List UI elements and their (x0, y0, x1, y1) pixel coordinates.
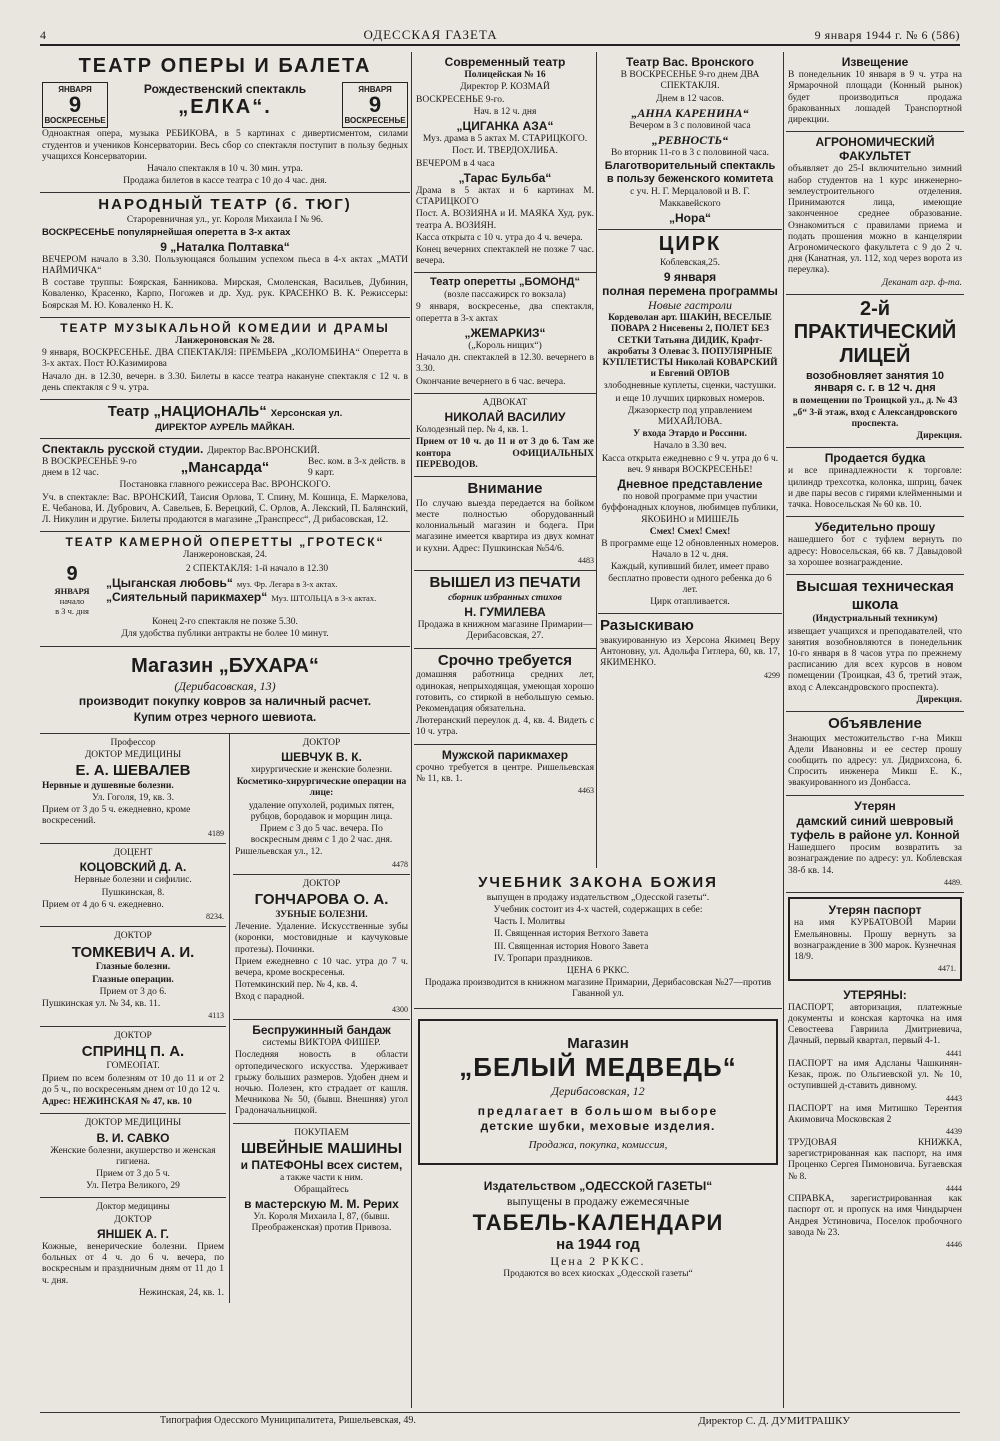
top-rule (40, 44, 960, 46)
lost-shoe-ad: Утерян дамский синий шевровый туфель в районе ул. Конной Нашедшего просим возвратить за вознаграждение по адресу: ул. Коблевская 38-б кв. 14. 4489. (786, 796, 964, 894)
opera-show-name: „ЕЛКА“. (178, 95, 272, 118)
doctor-goncharova: ДОКТОР ГОНЧАРОВА О. А. ЗУБНЫЕ БОЛЕЗНИ. Лечение. Удаление. Искусственные зубы (коронки, мостовидные и каучуковые протезы). Починки. Прием ежедневно с 10 час. утра до 7 ч. вечера, кроме воскресенья. Потемкинский пер. № 4, кв. 4. Вход с парадной. 4300 (233, 875, 410, 1020)
sewing-machines-ad: ПОКУПАЕМ ШВЕЙНЫЕ МАШИНЫ и ПАТЕФОНЫ всех систем, а также части к ним. Обращайтесь в мастерскую М. М. Рерих Ул. Короля Михаила I, 87, (бывш. Преображенская) против Привоза. (240, 1127, 403, 1234)
notice-ad: Извещение В понедельник 10 января в 9 ч. утра на Ярмарочной площади (Конный рынок) будет производиться продажа бракованных лошадей Транспортной дирекции. (786, 52, 964, 132)
page-number: 4 (40, 27, 47, 42)
calendar-ad: Издательством „ОДЕССКОЙ ГАЗЕТЫ“ выпущены в продажу ежемесячные ТАБЕЛЬ-КАЛЕНДАРИ на 1944 год Цена 2 РККС. Продаются во всех киосках „Одесской газеты“ (472, 1179, 724, 1280)
column-2 (414, 52, 596, 864)
column-divider (783, 52, 784, 1408)
modern-theatre-ad: Современный театр Полицейская № 16 Директор Р. КОЗМАЙ ВОСКРЕСЕНЬЕ 9-го. Нач. в 12 ч. дня „ЦИГАНКА АЗА“ Муз. драма в 5 актах М. СТАРИЦКОГО. Пост. И. ТВЕРДОХЛИБА. ВЕЧЕРОМ в 4 часа „Тарас Бульба“ Драма в 5 актах и 6 картинах М. СТАРИЦКОГО Пост. А. ВОЗИЯНА и И. МАЯКА Худ. рук. театра А. ВОЗИЯН. Касса открыта с 10 ч. утра до 4 ч. вечера. Конец вечерних спектаклей не позже 7 час. вечера. (414, 52, 596, 273)
national-theatre-ad: Театр „НАЦИОНАЛЬ“ Херсонская ул. ДИРЕКТОР АУРЕЛЬ МАЙКАН. (40, 400, 410, 439)
doctor-shevchuk: ДОКТОР ШЕВЧУК В. К. хирургические и женские болезни. Косметико-хирургические операции на лице: удаление опухолей, родимых пятен, рубцов, бородавок и морщин лица. Прием с 3 до 5 час. вечера. По воскресным дням с 1 до 2 час. дня. Ришельевская ул., 12. 4478 (233, 734, 410, 875)
column-1 (40, 52, 410, 1408)
lyceum-ad: 2-й ПРАКТИЧЕСКИЙ ЛИЦЕЙ возобновляет занятия 10 января с. г. в 12 ч. дня в помещении по Троицкой ул., д. № 43 „б“ 3-й этаж, вход с Александровского проспекта. Дирекция. (786, 295, 964, 449)
doctor-kotsovsky: ДОЦЕНТ КОЦОВСКИЙ Д. А. Нервные болезни и сифилис. Пушкинская, 8. Прием от 4 до 6 ч. ежедневно. 8234. (40, 844, 226, 927)
director-line: Директор С. Д. ДУМИТРАШКУ (698, 1415, 850, 1427)
newspaper-title: ОДЕССКАЯ ГАЗЕТА (363, 27, 498, 43)
date-box: ЯНВАРЯ 9 ВОСКРЕСЕНЬЕ (342, 82, 408, 129)
gumilev-book-ad: ВЫШЕЛ ИЗ ПЕЧАТИ сборник избранных стихов Н. ГУМИЛЕВА Продажа в книжном магазине Примарии—Дерибасовская, 27. (414, 571, 596, 648)
masthead (40, 26, 960, 44)
narodny-title: НАРОДНЫЙ ТЕАТР (б. ТЮГ) (98, 196, 352, 214)
attention-ad: Внимание По случаю выезда передается на бойком месте полностью оборудованный колониальный магазин и бодега. При магазине имеется квартира из двух комнат и кухни. Адрес: Пушкинская №54/6. 4483 (414, 477, 596, 571)
date-box: ЯНВАРЯ 9 ВОСКРЕСЕНЬЕ (42, 82, 108, 129)
column-3 (598, 52, 782, 864)
grotesk-ad: ТЕАТР КАМЕРНОЙ ОПЕРЕТТЫ „ГРОТЕСК“ Ланжероновская, 24. 9 ЯНВАРЯ начало в 3 ч. дня 2 СПЕКТАКЛЯ: 1-й начало в 12.30 „Цыганская любовь“ муз. Фр. Легара в 3-х актах. „Сиятельный парикмахер“ Муз. ШТОЛЬЦА в 3-х актах. Конец 2-го спектакля не позже 5.30. Для удобства публики антракты не более 10 минут. (40, 532, 410, 646)
doctor-tomkevich: ДОКТОР ТОМКЕВИЧ А. И. Глазные болезни. Глазные операции. Прием от 3 до 6. Пушкинская ул. № 34, кв. 11. 4113 (40, 927, 226, 1026)
white-bear-ad: Магазин „БЕЛЫЙ МЕДВЕДЬ“ Дерибасовская, 12 предлагает в большом выборе детские шубки, меховые изделия. Продажа, покупка, комиссия, (418, 1019, 778, 1166)
musical-theatre-ad: ТЕАТР МУЗЫКАЛЬНОЙ КОМЕДИИ И ДРАМЫ Ланжероновская № 28. 9 января, ВОСКРЕСЕНЬЕ. ДВА СПЕКТАКЛЯ: ПРЕМЬЕРА „КОЛОМБИНА“ Оперетта в 3-х актах. Пост Ю.Казимирова Начало дн. в 12.30, вечерн. в 3.30. Билеты в кассе театра накануне спектакля с 12 ч. в день спектакля с 9 ч. утра. (40, 318, 410, 400)
doctor-yanshek: Доктор медицины ДОКТОР ЯНШЕК А. Г. Кожные, венерические болезни. Прием больных от 4 ч. до 6 ч. вечера, по воскресным и праздничным дням от 11 до 1 ч. дня. Нежинская, 24, кв. 1. (42, 1202, 224, 1298)
agronomy-faculty-ad: АГРОНОМИЧЕСКИЙ ФАКУЛЬТЕТ объявляет до 25-I включительно зимний набор студентов на 1 курс инженерно-землеустроительного отделения. Принимаются лица, имеющие законченное среднее образование. Ознакомиться с правилами приема и подать прошения можно в канцелярии Агрономического факультета с 9 до 2 ч. дня (Канатная, ул. 112, ход через ворота из переулка). Деканат агр. ф-та. (786, 132, 964, 295)
circus-ad: ЦИРК Коблевская,25. 9 января полная перемена программы Новые гастроли Кордеволан арт. ШАКИН, ВЕСЕЛЫЕ ПОВАРА 2 Нисевены 2, ПОЛЕТ БЕЗ СЕТКИ Татьяна ДИДИК, Крафт-акробаты 3 Олевас 3. ПОПУЛЯРНЫЕ КУПЛЕТИСТЫ Николай КОВАРСКИЙ и Евгений ОРЛОВ злободневные куплеты, сценки, частушки. и еще 10 лучших цирковых номеров. Джазоркестр под управлением МИХАЙЛОВА. У входа Этардо и Россини. Начало в 3.30 веч. Касса открыта ежедневно с 9 ч. утра до 6 ч. веч. 9 января ВОСКРЕСЕНЬЕ! Дневное представление по новой программе при участии буффонадных клоунов, любимцев публики, ЯКОБИНО и МИШЕЛЬ Смех! Смех! Смех! В программе еще 12 обновленных номеров. Начало в 12 ч. дня. Каждый, купивший билет, имеет право бесплатно провести одного ребенка до 6 лет. Цирк отапливается. (598, 230, 782, 614)
opera-ad: ТЕАТР ОПЕРЫ И БАЛЕТА ЯНВАРЯ 9 ВОСКРЕСЕНЬЕ Рождественский спектакль „ЕЛКА“. ЯНВАРЯ 9 ВОСКРЕСЕНЬЕ Одноактная опера, музыка РЕБИКОВА, в 5 картинах с дивертисментом, силами студентов и учеников Консерватории. Весь сбор со спектакля поступит в пользу бедных учащихся Консерватории. Начало спектакля в 10 ч. 30 мин. утра. Продажа билетов в кассе театра с 10 до 4 час. дня. (40, 52, 410, 193)
searching-ad: Разыскиваю эвакуированную из Херсона Якимец Веру Антоновну, ул. Адольфа Гитлера, 60, кв. 17, ЯКИМЕНКО. 4299 (600, 617, 780, 680)
bomond-ad: Театр оперетты „БОМОНД“ (возле пассажирск го вокзала) 9 января, воскресенье, два спектакля, оперетта в 3-х актах „ЖЕМАРКИЗ“ („Король нищих“) Начало дн. спектаклей в 12.30. вечернего в 3.30. Окончание вечернего в 6 час. вечера. (414, 273, 596, 394)
wide-middle-block (414, 868, 782, 1408)
barber-ad: Мужской парикмахер срочно требуется в центре. Ришельевская № 11, кв. 1. 4463 (416, 747, 594, 796)
column-divider (596, 52, 597, 868)
doctor-sprints: ДОКТОР СПРИНЦ П. А. ГОМЕОПАТ. Прием по всем болезням от 10 до 11 и от 2 до 5 ч., по воскресеньям днем от 10 до 12 ч. Адрес: НЕЖИНСКАЯ № 47, кв. 10 (40, 1027, 226, 1115)
studio-ad: Спектакль русской студии. Директор Вас.ВРОНСКИЙ. В ВОСКРЕСЕНЬЕ 9-го днем в 12 час. „Мансарда“ Вес. ком. в 3-х действ. в 9 карт. Постановка главного режиссера Вас. ВРОНСКОГО. Уч. в спектакле: Вас. ВРОНСКИЙ, Таисия Орлова, Т. Спину, М. Кошица, Е. Маркелова, Е. Чебанова, И. Дубрович, А. Савельев, Б. Верецкий, С. Орлов, А. Лекский, П. Балянский, Л. Никулин и другие. Билеты продаются в магазине „Транспресс“, Д рибасовская, 12. (40, 439, 410, 532)
announcement-ad: Объявление Знающих местожительство г-на Микш Адели Ивановны и ее сестер прошу сообщить по адресу: ул. Дидрихсона, 6. Спросить инженера Микш Е. К., эвакуированного из Донбасса. (786, 712, 964, 796)
doctor-savko: ДОКТОР МЕДИЦИНЫ В. И. САВКО Женские болезни, акушерство и женская гигиена. Прием от 3 до 5 ч. Ул. Петра Великого, 29 (40, 1114, 226, 1198)
doctor-shevalev: Профессор ДОКТОР МЕДИЦИНЫ Е. А. ШЕВАЛЕВ Нервные и душевные болезни. Ул. Гоголя, 19, кв. 3. Прием от 3 до 5 ч. ежедневно, кроме воскресений. 4189 (40, 734, 226, 844)
law-textbook-ad: УЧЕБНИК ЗАКОНА БОЖИЯ выпущен в продажу издательством „Одесской газеты“. Учебник состоит из 4-х частей, содержащих в себе: Часть I. Молитвы II. Священная история Ветхого Завета III. Священная история Нового Завета IV. Тропари праздников. ЦЕНА 6 РККС. Продажа производится в книжном магазине Примарии, Дерибасовская №27—против Гаванной ул. (414, 868, 782, 1009)
printer-line: Типография Одесского Муниципалитета, Ришельевская, 49. (160, 1415, 416, 1426)
column-divider (411, 52, 412, 1408)
urgent-required-ad: Срочно требуется домашняя работница средних лет, одинокая, непрыходящая, умеющая хорошо готовить, со стиркой в небольшую семью. Рекомендация обязательна. Лютеранский переулок д. 4, кв. 4. Видеть с 10 ч. утра. (414, 649, 596, 745)
opera-show-line: Рождественский спектакль (143, 81, 307, 96)
request-ad: Убедительно прошу нашедшего бот с туфлем вернуть по адресу: Новосельская, 66 кв. 7 Давыдовой за хорошее вознаграждение. (786, 517, 964, 575)
lost-passport-ad: Утерян паспорт на имя КУРБАТОВОЙ Марии Емельяновны. Прошу вернуть за вознаграждение в 300 марок. Кузнечная 18/9. 4471. (788, 897, 962, 980)
issue-date: 9 января 1944 г. № 6 (586) (814, 27, 960, 42)
lawyer-ad: АДВОКАТ НИКОЛАЙ ВАСИЛИУ Колодезный пер. № 4, кв. 1. Прием от 10 ч. до 11 и от 3 до 6. Там же контора ОФИЦИАЛЬНЫХ ПЕРЕВОДОВ. (414, 394, 596, 477)
opera-title: ТЕАТР ОПЕРЫ И БАЛЕТА (78, 55, 372, 77)
kiosk-sale-ad: Продается будка и все принадлежности к торговле: цилиндр трехсотка, колонка, шприц, бачек и две пары весов с гирями клейменными и тачка. Новосельская № 60 кв. 10. (786, 448, 964, 517)
footer (40, 1412, 960, 1430)
bandazh-ad: Беспружинный бандаж системы ВИКТОРА ФИШЕР. Последняя новость в области ортопедического искусства. Удерживает грыжу больших размеров. Удобен днем и ночью. Полезен, кто страдает от кашля. Мечникова № 50, (бывш. Внешняя) угол Градоначальницкой. (233, 1020, 410, 1124)
technical-school-ad: Высшая техническая школа (Индустриальный техникум) извещает учащихся и преподавателей, что занятия возобновляются в понедельник 10-го января в 8 часов утра по прежнему расписанию для всех курсов в новом помещении (Троицкая, 43 б, третий этаж, вход с Александровского проспекта). Дирекция. (786, 575, 964, 712)
column-4 (786, 52, 964, 1408)
buhara-ad: Магазин „БУХАРА“ (Дерибасовская, 13) производит покупку ковров за наличный расчет. Купим отрез черного шевиота. (40, 647, 410, 734)
lost-items-list: УТЕРЯНЫ: ПАСПОРТ, авторизация, платежные документы и конская карточка на имя Севостеева Гавриила Дмитриевича, Дачный, первый квартал, первый 4-1. 4441 ПАСПОРТ на имя Адсланы Чашкинян-Кезак, прож. по Ольгиевской ул. № 10, оступившей д-ставить дивному. 4443 ПАСПОРТ на имя Митишко Терентия Акимовича Московская 2 4439 ТРУДОВАЯ КНИЖКА, зарегистрированная как паспорт, на имя Проценко Сергея Пимоновича. Бугаевская № 8. 4444 СПРАВКА, зарегистрированная как паспорт от. и пропуск на имя Чиндырчен Андрея Устиновича, Поселок пробочного завода № 23. 4446 (788, 987, 962, 1249)
opera-text: Одноактная опера, музыка РЕБИКОВА, в 5 картинах с дивертисментом, силами студентов и учеников Консерватории. Весь сбор со спектакля поступит в пользу бедных учащихся Консерватории. (42, 129, 408, 162)
narodny-ad: НАРОДНЫЙ ТЕАТР (б. ТЮГ) Староревничная ул., уг. Короля Михаила I № 96. ВОСКРЕСЕНЬЕ популярнейшая оперетта в 3-х актах 9 „Наталка Полтавка“ ВЕЧЕРОМ начало в 3.30. Пользующаяся большим успехом пьеса в 4-х актах „МАТИ НАЙМИЧКА“ В составе труппы: Боярская, Банникова. Мирская, Смоленская, Васильев, Дубинин, Коваленко, Красенко, Карпо, Погожев и др. Худ. рук. КРАСЕНКО В. К. Режиссеры: Боярская М. Ю. Коваленко Н. К. (40, 193, 410, 317)
vronsky-theatre-ad: Театр Вас. Вронского В ВОСКРЕСЕНЬЕ 9-го днем ДВА СПЕКТАКЛЯ. Днем в 12 часов. „АННА КАРЕНИНА“ Вечером в 3 с половиной часа „РЕВНОСТЬ“ Во вторник 11-го в 3 с половиной часа. Благотворительный спектакль в пользу беженского комитета с уч. Н. Г. Мерцаловой и В. Г. Маккавейского „Нора“ (598, 52, 782, 230)
